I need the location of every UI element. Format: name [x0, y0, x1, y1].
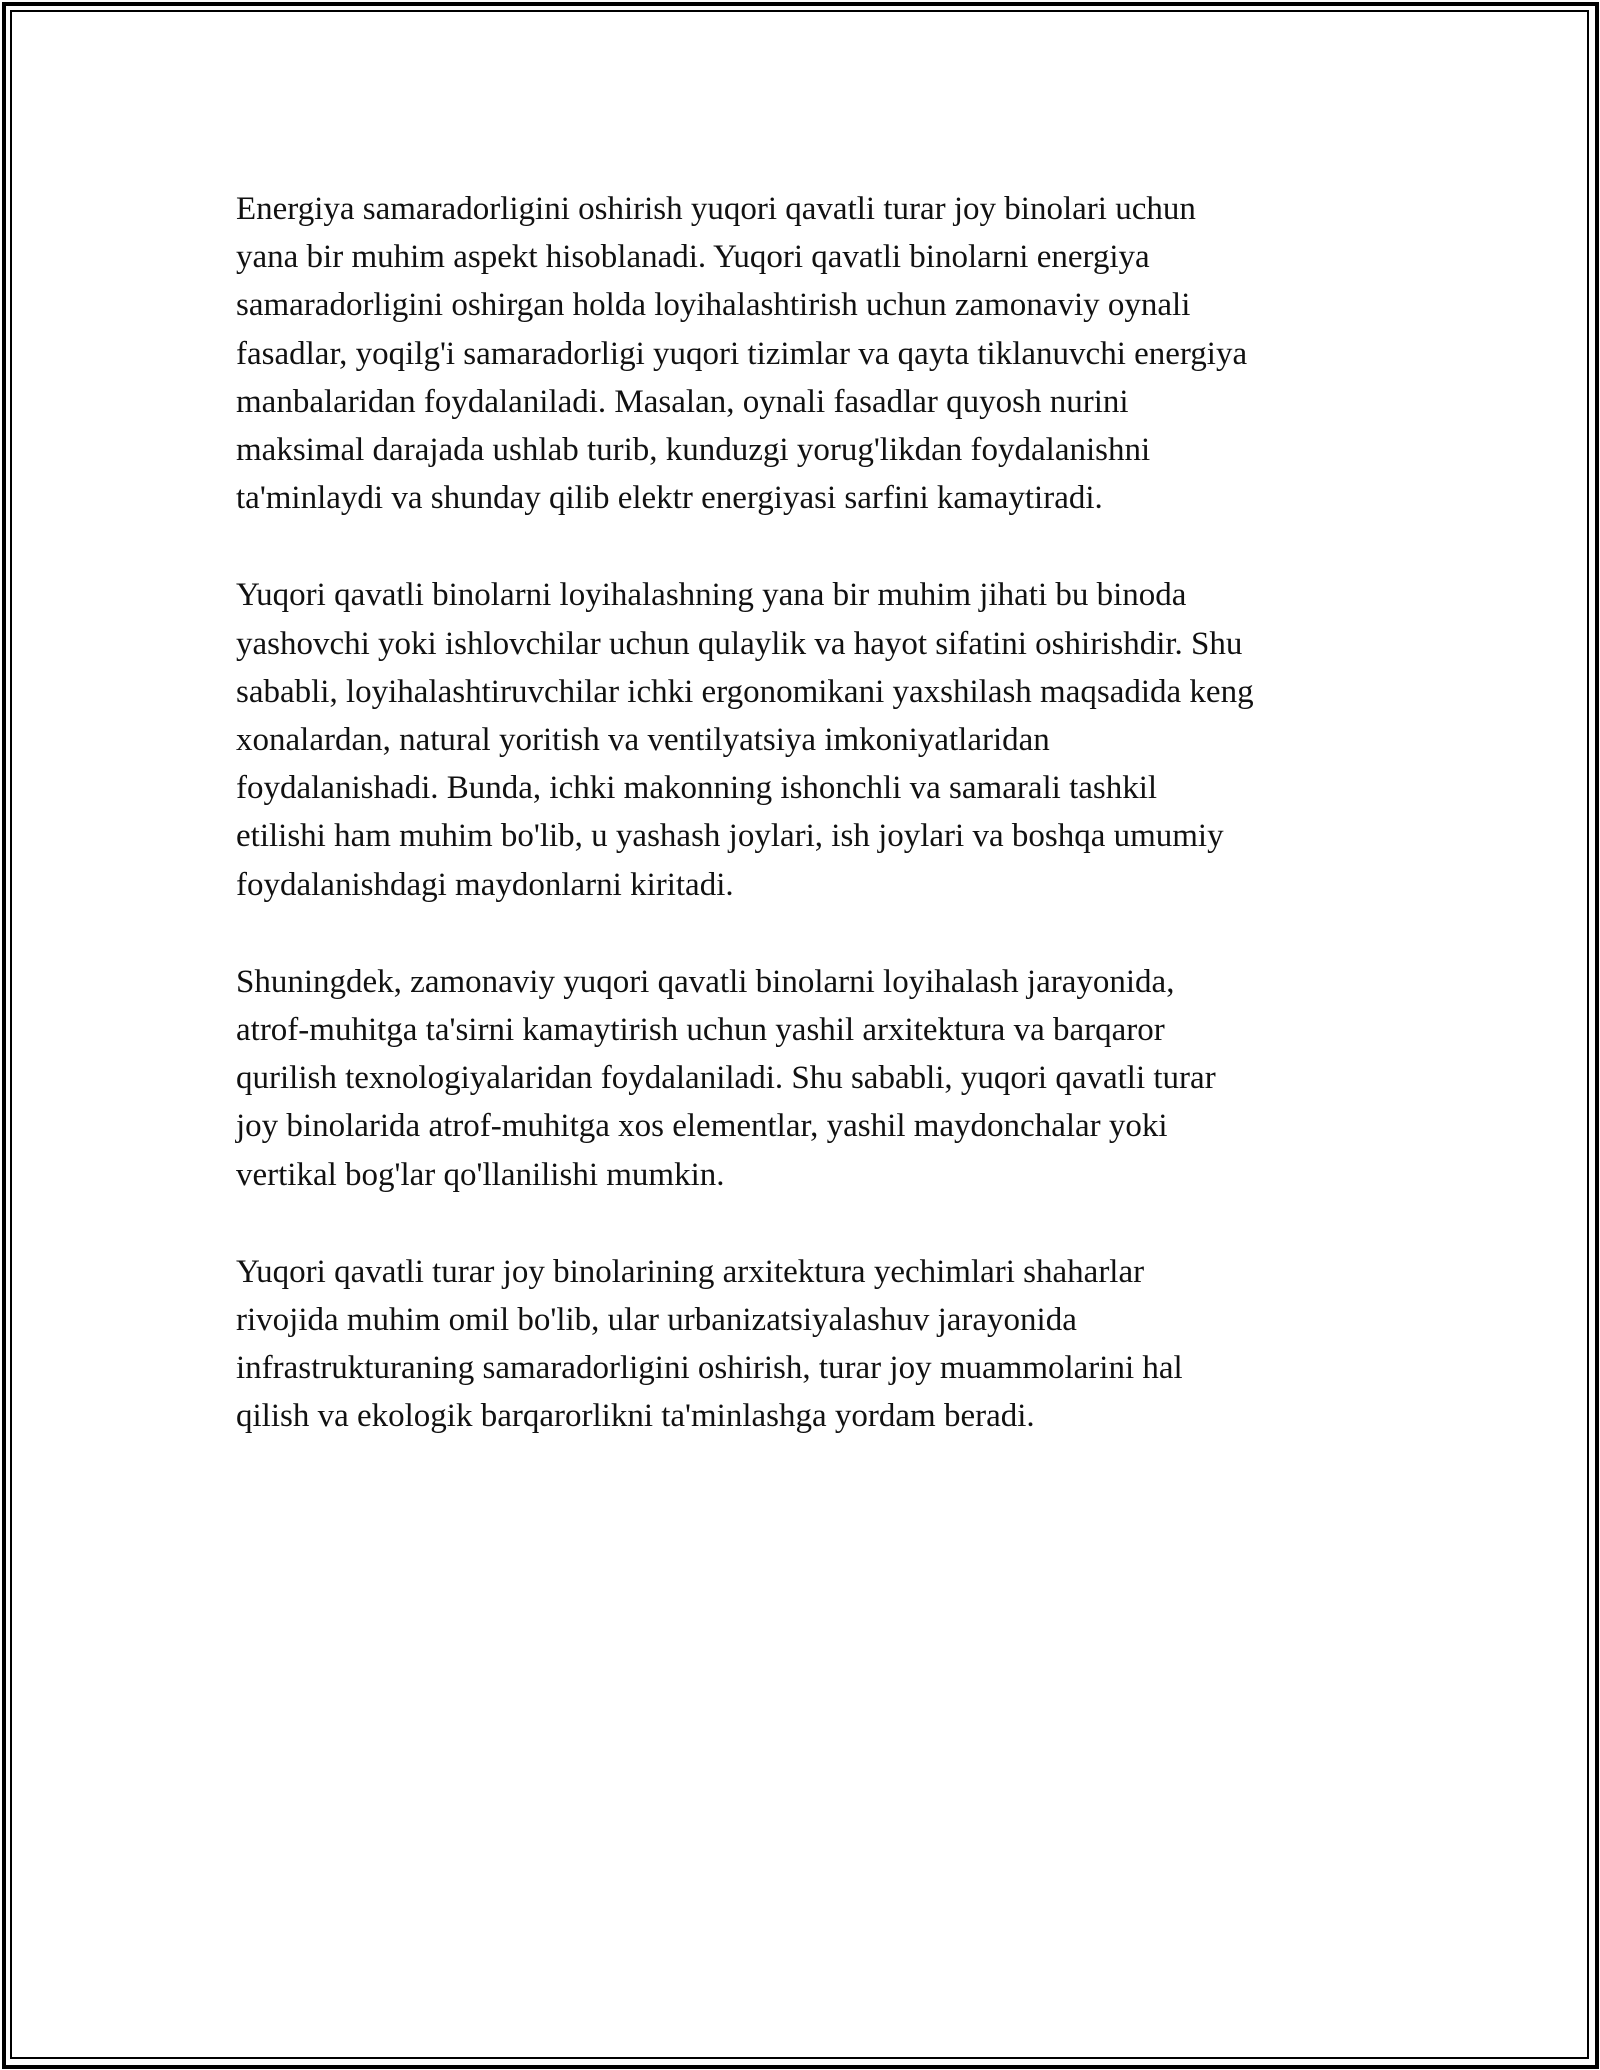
text-line: fasadlar, yoqilg'i samaradorligi yuqori tizimlar va qayta tiklanuvchi energiya	[236, 335, 1248, 372]
text-line: qilish va ekologik barqarorlikni ta'minlashga yordam beradi.	[236, 1398, 1035, 1435]
text-line: samaradorligini oshirgan holda loyihalashtirish uchun zamonaviy oynali	[236, 287, 1191, 324]
text-line: atrof-muhitga ta'sirni kamaytirish uchun yashil arxitektura va barqaror	[236, 1012, 1165, 1049]
paragraph-1	[236, 185, 1386, 522]
text-line: yashovchi yoki ishlovchilar uchun qulaylik va hayot sifatini oshirishdir. Shu	[236, 625, 1243, 662]
text-line: etilishi ham muhim bo'lib, u yashash joylari, ish joylari va boshqa umumiy	[236, 818, 1224, 855]
text-line: joy binolarida atrof-muhitga xos elementlar, yashil maydonchalar yoki	[236, 1108, 1168, 1145]
text-line: Yuqori qavatli turar joy binolarining arxitektura yechimlari shaharlar	[236, 1253, 1145, 1290]
text-line: foydalanishdagi maydonlarni kiritadi.	[236, 866, 734, 903]
text-line: xonalardan, natural yoritish va ventilyatsiya imkoniyatlaridan	[236, 722, 1050, 759]
text-line: ta'minlaydi va shunday qilib elektr energiyasi sarfini kamaytiradi.	[236, 480, 1103, 517]
document-body	[236, 185, 1386, 1490]
text-line: yana bir muhim aspekt hisoblanadi. Yuqori qavatli binolarni energiya	[236, 239, 1150, 276]
text-line: Shuningdek, zamonaviy yuqori qavatli binolarni loyihalash jarayonida,	[236, 963, 1175, 1000]
text-line: sababli, loyihalashtiruvchilar ichki ergonomikani yaxshilash maqsadida keng	[236, 673, 1254, 710]
paragraph-3	[236, 958, 1386, 1199]
text-line: qurilish texnologiyalaridan foydalaniladi. Shu sababli, yuqori qavatli turar	[236, 1060, 1216, 1097]
text-line: vertikal bog'lar qo'llanilishi mumkin.	[236, 1156, 725, 1193]
text-line: maksimal darajada ushlab turib, kunduzgi yorug'likdan foydalanishni	[236, 432, 1151, 469]
paragraph-2	[236, 571, 1386, 908]
text-line: rivojida muhim omil bo'lib, ular urbanizatsiyalashuv jarayonida	[236, 1302, 1077, 1339]
text-line: infrastrukturaning samaradorligini oshirish, turar joy muammolarini hal	[236, 1350, 1183, 1387]
text-line: manbalaridan foydalaniladi. Masalan, oynali fasadlar quyosh nurini	[236, 383, 1129, 420]
paragraph-4	[236, 1248, 1386, 1441]
text-line: foydalanishadi. Bunda, ichki makonning ishonchli va samarali tashkil	[236, 770, 1158, 807]
text-line: Energiya samaradorligini oshirish yuqori qavatli turar joy binolari uchun	[236, 191, 1196, 227]
text-line: Yuqori qavatli binolarni loyihalashning yana bir muhim jihati bu binoda	[236, 577, 1187, 614]
